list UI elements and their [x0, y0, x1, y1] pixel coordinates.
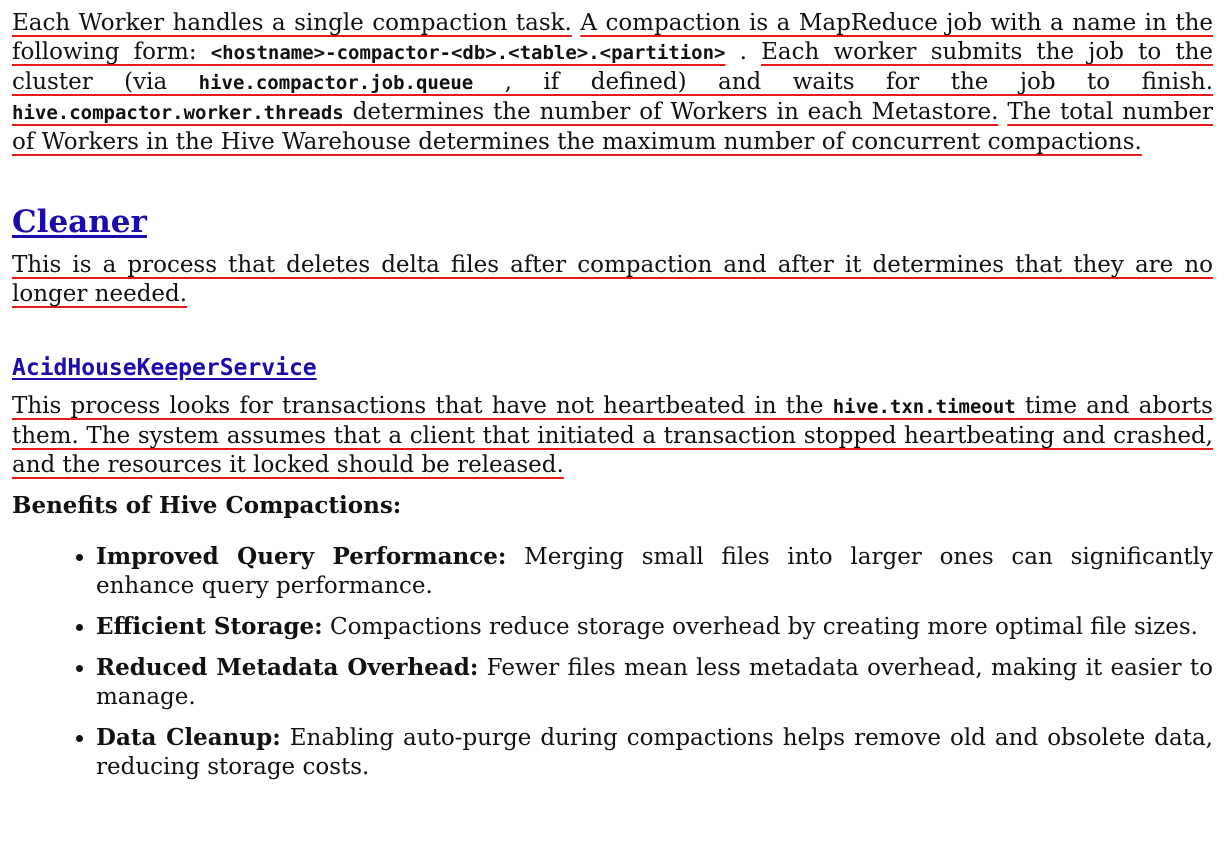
- worker-sentence-4: [12, 99, 998, 125]
- benefit-item: [96, 723, 1213, 782]
- benefit-text: Enabling auto-purge during compactions helps remove old and obsolete data, reducing storage costs.: [96, 725, 1213, 780]
- worker-sentence-2-text: A compaction is a MapReduce job with a name in the following form:: [12, 10, 1213, 65]
- job-name-format-code: <hostname>-compactor-<db>.<table>.<partition>: [210, 42, 726, 64]
- worker-sentence-2-end: .: [725, 39, 747, 65]
- cleaner-paragraph: [12, 251, 1213, 309]
- housekeeper-heading-link[interactable]: AcidHouseKeeperService: [12, 355, 317, 381]
- cleaner-text: This is a process that deletes delta files after compaction and after it determines that they are no longer needed.: [12, 252, 1213, 307]
- benefits-title: Benefits of Hive Compactions:: [12, 492, 402, 519]
- benefit-item: [96, 612, 1213, 642]
- benefit-item: [96, 542, 1213, 601]
- benefit-text: Compactions reduce storage overhead by creating more optimal file sizes.: [322, 614, 1198, 640]
- worker-paragraph: [12, 0, 1213, 157]
- worker-threads-code: hive.compactor.worker.threads: [12, 102, 344, 124]
- txn-timeout-code: hive.txn.timeout: [832, 396, 1016, 418]
- worker-sentence-3-tail: , if defined) and waits for the job to finish.: [473, 69, 1214, 95]
- housekeeper-text: [12, 393, 1213, 478]
- worker-sentence-3-text: Each worker submits the job to the cluster (via: [12, 39, 1213, 95]
- housekeeper-text-1: This process looks for transactions that have not heartbeated in the: [12, 393, 833, 419]
- worker-sentence-4-text: determines the number of Workers in each Metastore.: [343, 99, 999, 125]
- benefit-item: [96, 653, 1213, 712]
- worker-sentence-1: Each Worker handles a single compaction task.: [12, 10, 572, 36]
- benefit-label: Efficient Storage:: [96, 613, 323, 640]
- housekeeper-heading: [12, 353, 1213, 383]
- benefits-list: [12, 542, 1213, 782]
- benefit-label: Data Cleanup:: [96, 724, 281, 751]
- housekeeper-paragraph: [12, 392, 1213, 480]
- benefit-label: Improved Query Performance:: [96, 543, 507, 570]
- cleaner-heading: [12, 203, 1213, 241]
- benefit-label: Reduced Metadata Overhead:: [96, 654, 479, 681]
- benefit-text: Merging small files into larger ones can significantly enhance query performance.: [96, 544, 1213, 599]
- job-queue-code: hive.compactor.job.queue: [198, 72, 474, 94]
- cleaner-heading-link[interactable]: Cleaner: [12, 204, 147, 240]
- benefit-text: Fewer files mean less metadata overhead, making it easier to manage.: [96, 655, 1213, 710]
- worker-sentence-5: The total number of Workers in the Hive Warehouse determines the maximum number of concurrent compactions.: [12, 99, 1213, 155]
- housekeeper-text-2: time and aborts them. The system assumes that a client that initiated a transaction stopped heartbeating and crashed, and the resources it locked should be released.: [12, 393, 1213, 478]
